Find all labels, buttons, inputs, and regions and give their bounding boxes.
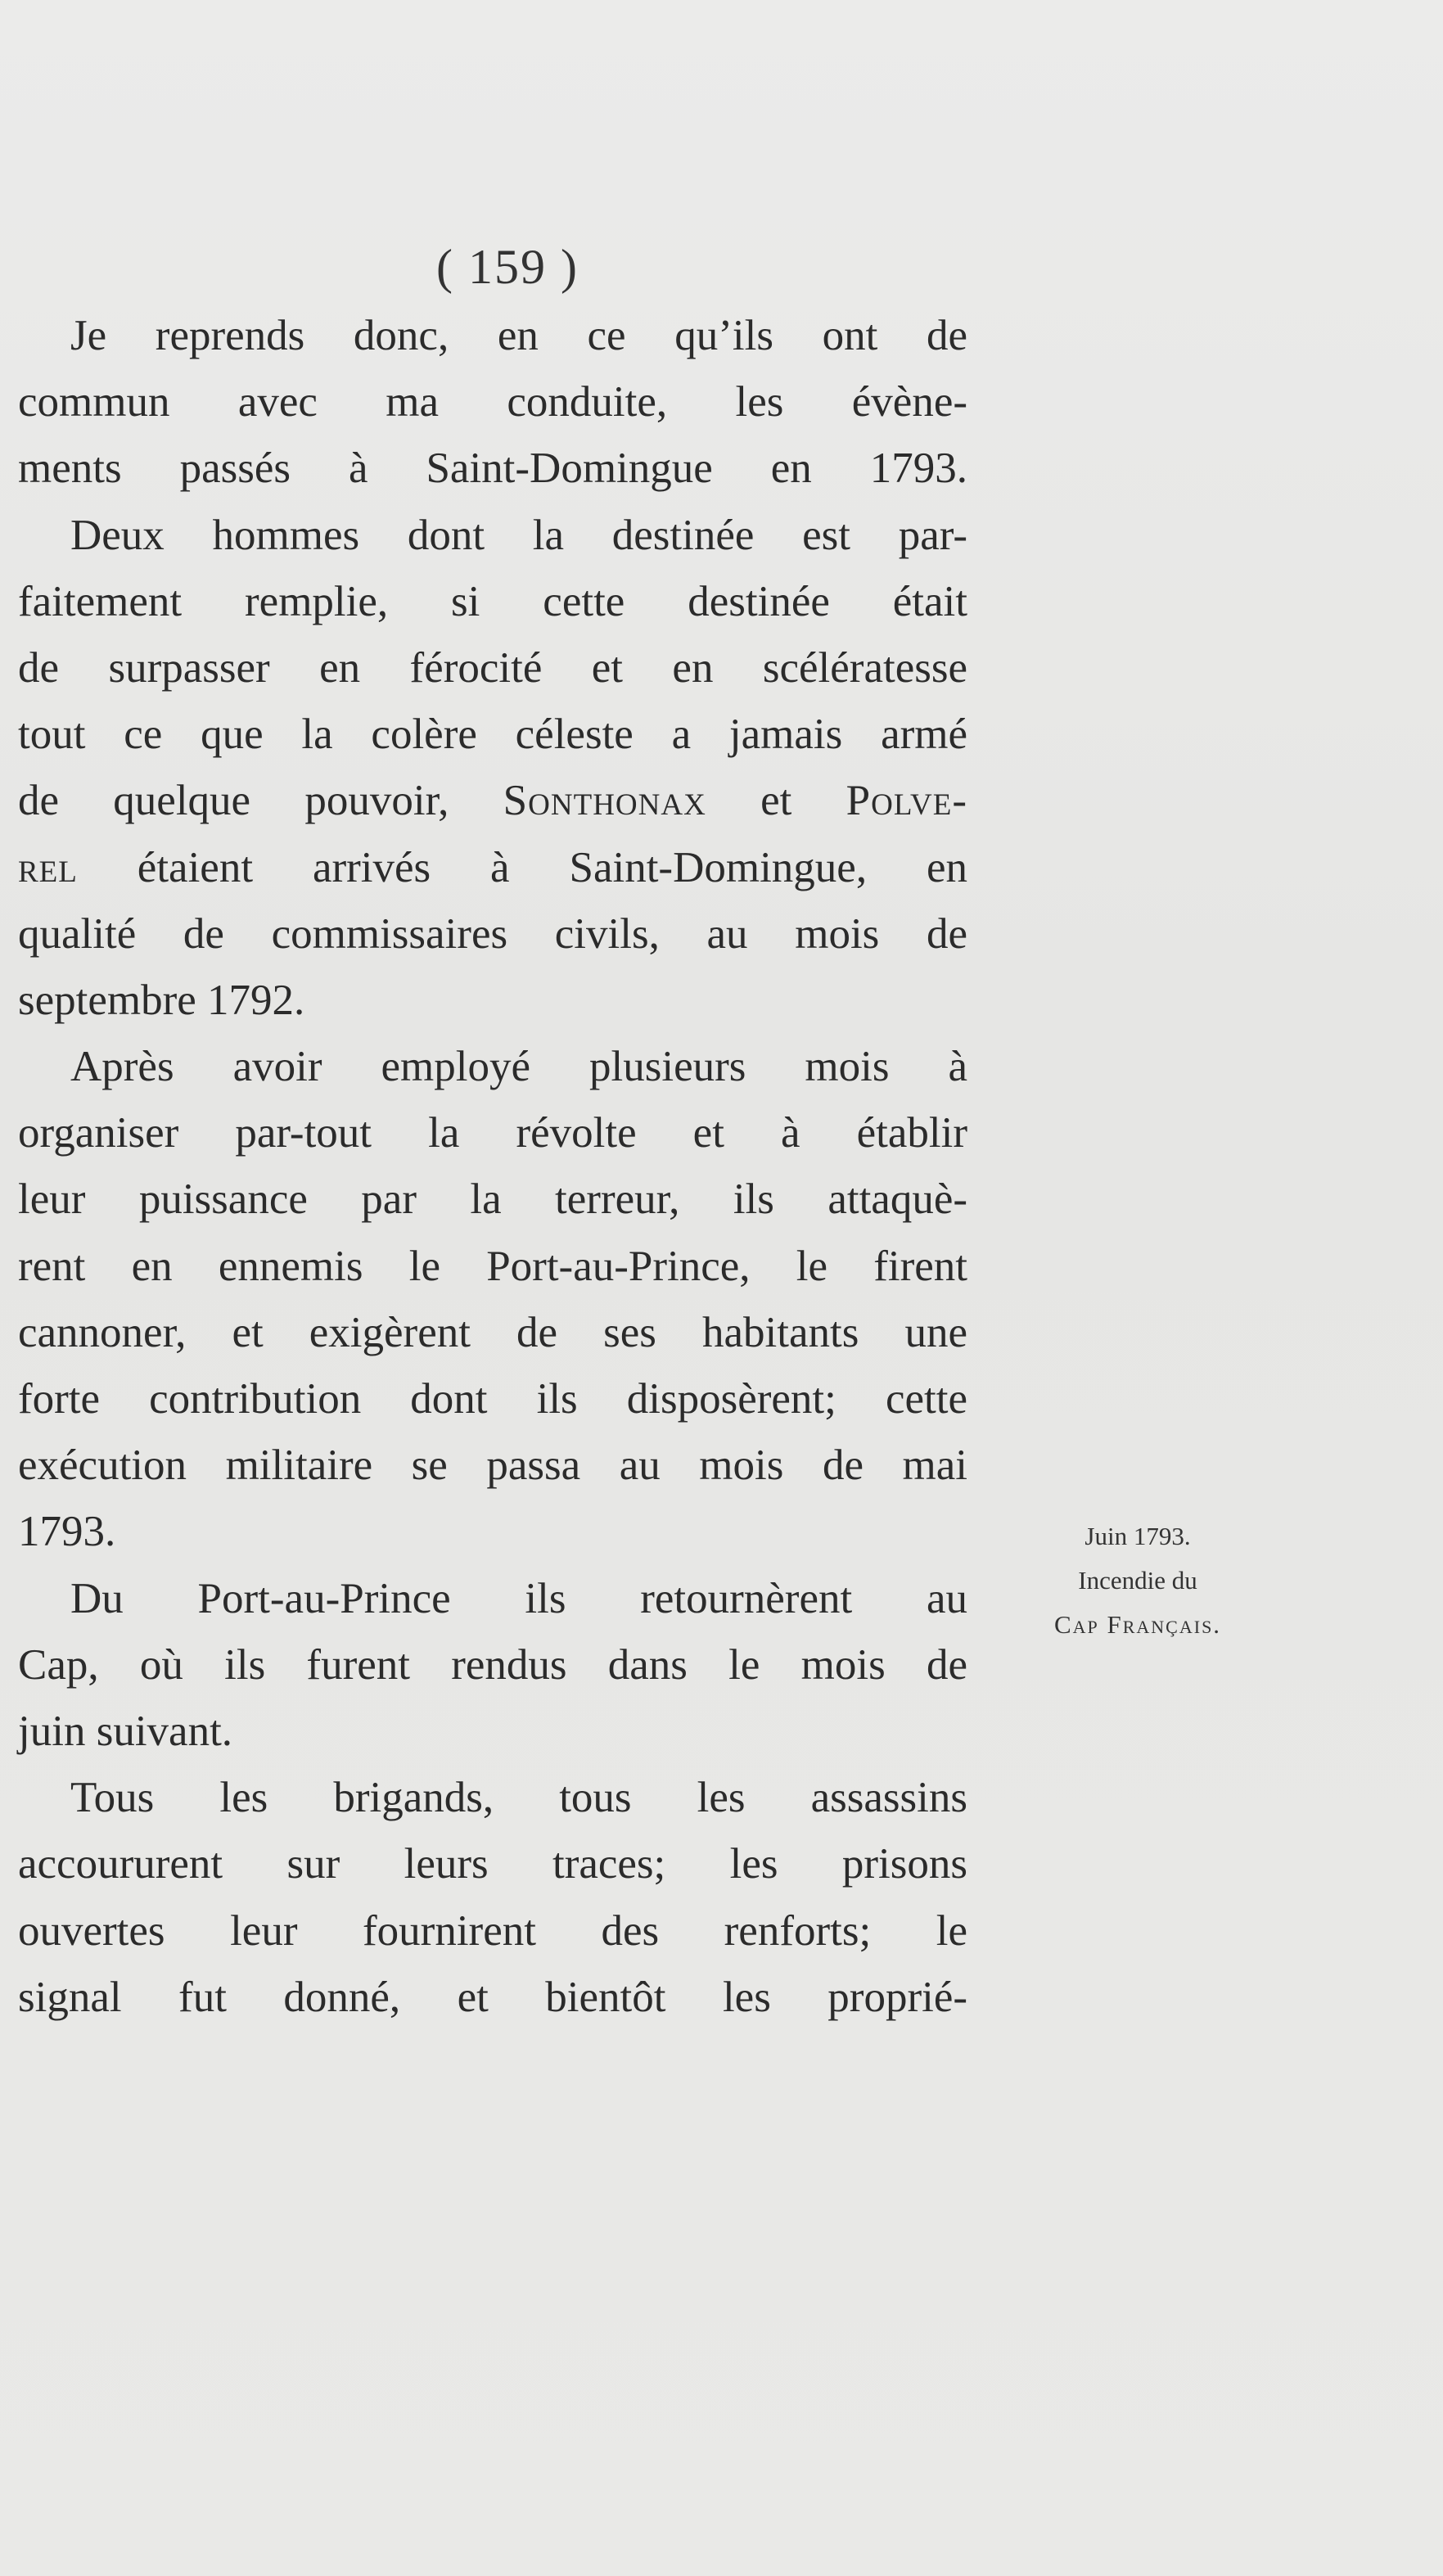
text-line: ments passés à Saint-Domingue en 1793. bbox=[18, 444, 967, 493]
text-line-with-names bbox=[18, 768, 967, 834]
text-line: accoururent sur leurs traces; les prisons bbox=[18, 1840, 967, 1888]
text-line: commun avec ma conduite, les évène- bbox=[18, 378, 967, 426]
text-line: forte contribution dont ils disposèrent; cette bbox=[18, 1375, 967, 1423]
text-line: Deux hommes dont la destinée est par- bbox=[70, 511, 967, 559]
text-fragment: étaient arrivés à Saint-Domingue, en bbox=[137, 843, 968, 891]
text-line: de surpasser en férocité et en scélératesse bbox=[18, 643, 967, 692]
text-line: ouvertes leur fournirent des renforts; le bbox=[18, 1906, 967, 1955]
text-line: qualité de commissaires civils, au mois de bbox=[18, 909, 967, 958]
text-line: rent en ennemis le Port-au-Prince, le firent bbox=[18, 1242, 967, 1290]
text-line: Après avoir employé plusieurs mois à bbox=[70, 1043, 967, 1091]
text-line: 1793. bbox=[18, 1508, 116, 1556]
text-line: juin suivant. bbox=[18, 1707, 233, 1755]
text-fragment: de quelque pouvoir, bbox=[18, 777, 503, 825]
text-line: Cap, où ils furent rendus dans le mois de bbox=[18, 1640, 967, 1689]
margin-note-title: Incendie du bbox=[1078, 1566, 1197, 1595]
text-line: septembre 1792. bbox=[18, 976, 305, 1024]
main-text bbox=[18, 303, 967, 2031]
text-line: exécution militaire se passa au mois de mai bbox=[18, 1441, 967, 1490]
text-line: Tous les brigands, tous les assassins bbox=[70, 1774, 967, 1822]
text-line: Du Port-au-Prince ils retournèrent au bbox=[70, 1574, 967, 1622]
margin-note-place: Cap Français. bbox=[1053, 1610, 1222, 1639]
text-line: faitement remplie, si cette destinée était bbox=[18, 577, 967, 625]
text-fragment: et bbox=[706, 777, 846, 825]
page-number: ( 159 ) bbox=[436, 240, 579, 294]
text-line: tout ce que la colère céleste a jamais armé bbox=[18, 711, 967, 759]
name-polverel-start: Polve- bbox=[846, 777, 967, 825]
margin-note-date: Juin 1793. bbox=[1085, 1522, 1191, 1550]
text-line: organiser par-tout la révolte et à établir bbox=[18, 1109, 967, 1157]
text-line: leur puissance par la terreur, ils attaquè- bbox=[18, 1175, 967, 1224]
margin-note bbox=[999, 1514, 1277, 1647]
text-line: Je reprends donc, en ce qu’ils ont de bbox=[70, 312, 967, 359]
text-line: cannoner, et exigèrent de ses habitants une bbox=[18, 1308, 967, 1356]
text-line: signal fut donné, et bientôt les proprié- bbox=[18, 1973, 967, 2021]
text-line-with-names bbox=[18, 835, 967, 901]
name-sonthonax: Sonthonax bbox=[503, 777, 706, 825]
name-polverel-end: rel bbox=[18, 843, 78, 891]
